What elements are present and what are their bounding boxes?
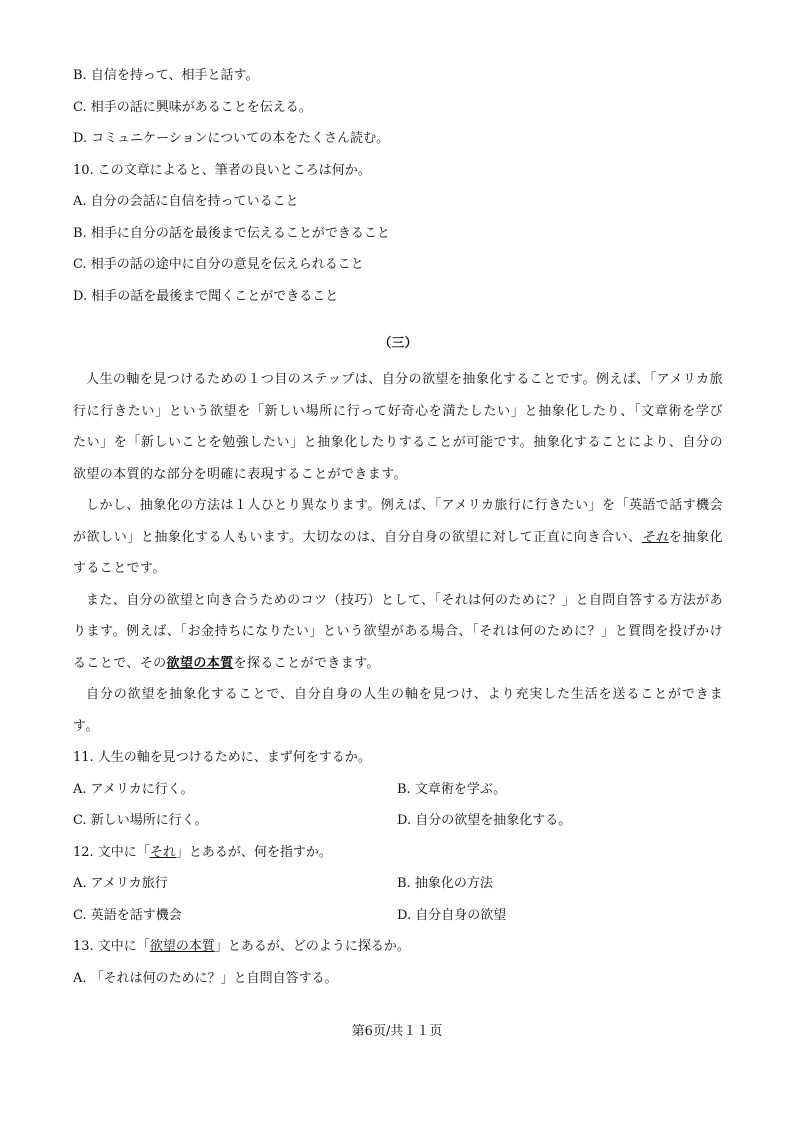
q9-option-c: C. 相手の話に興味があることを伝える。 [73,99,312,115]
q12-underlined-ref: それ [149,844,176,860]
q11-stem: 11. 人生の軸を見つけるために、まず何をするか。 [73,750,371,765]
q12-option-a: A. アメリカ旅行 [73,876,168,891]
q12-option-d: D. 自分自身の欲望 [397,907,507,923]
q12-option-b: B. 抽象化の方法 [397,876,493,891]
q9-option-d: D. コミュニケーションについての本をたくさん読む。 [73,131,390,146]
q9-option-b: B. 自信を持って、相手と話す。 [73,68,259,83]
q11-options-row-2 [73,805,723,837]
q10-stem: 10. この文章によると、筆者の良いところは何か。 [73,162,371,178]
q12-options-row-1 [73,868,723,900]
underlined-sore: それ [641,529,669,545]
passage-paragraph-1: 人生の軸を見つけるための１つ目のステップは、自分の欲望を抽象化することです。例えば、「アメリカ旅行に行きたい」という欲望を「新しい場所に行って好奇心を満たしたい」と抽象化したり、「文章術を学びたい」を「新しいことを勉強したい」と抽象化したりすることが可能です。抽象化することにより、自分の欲望の本質的な部分を明確に表現することができます。 [73,372,723,482]
q10-option-a: A. 自分の会話に自信を持っていること [73,194,299,209]
q10-option-b: B. 相手に自分の話を最後まで伝えることができること [73,225,390,241]
q13-underlined-ref: 欲望の本質 [149,939,215,954]
passage-paragraph-3: また、自分の欲望と向き合うためのコツ（技巧）として、「それは何のために？」と自問自答する方法があります。例えば、「お金持ちになりたい」という欲望がある場合、「それは何のために？」と質問を投げかけることで、その欲望の本質を探ることができます。 [73,592,723,671]
passage-paragraph-2: しかし、抽象化の方法は１人ひとり異なります。例えば、「アメリカ旅行に行きたい」を「英語で話す機会が欲しい」と抽象化する人もいます。大切なのは、自分自身の欲望に対して正直に向き合い、それを抽象化することです。 [73,498,723,576]
q11-options-row-1 [73,774,723,806]
q12-stem: 12. 文中に「それ」とあるが、何を指すか。 [73,844,332,860]
underlined-essence: 欲望の本質 [166,655,234,671]
q10-option-d: D. 相手の話を最後まで聞くことができること [73,288,339,304]
exam-page [73,60,723,994]
q10-option-c: C. 相手の話の途中に自分の意見を伝えられること [73,257,364,272]
section-heading: （三） [378,336,418,351]
page-footer: 第6页/共１１页 [351,1024,443,1039]
passage-paragraph-4: 自分の欲望を抽象化することで、自分自身の人生の軸を見つけ、より充実した生活を送ることができます。 [73,687,723,734]
q13-option-a: A. 「それは何のために？」と自問自答する。 [73,970,338,986]
q12-options-row-2 [73,900,723,932]
q11-option-c: C. 新しい場所に行く。 [73,813,208,828]
q11-option-b: B. 文章術を学ぶ。 [397,781,507,797]
q13-stem: 13. 文中に「欲望の本質」とあるが、どのように探るか。 [73,939,410,954]
q11-option-a: A. アメリカに行く。 [73,781,194,797]
q11-option-d: D. 自分の欲望を抽象化する。 [397,813,572,828]
q12-option-c: C. 英語を話す機会 [73,907,182,923]
